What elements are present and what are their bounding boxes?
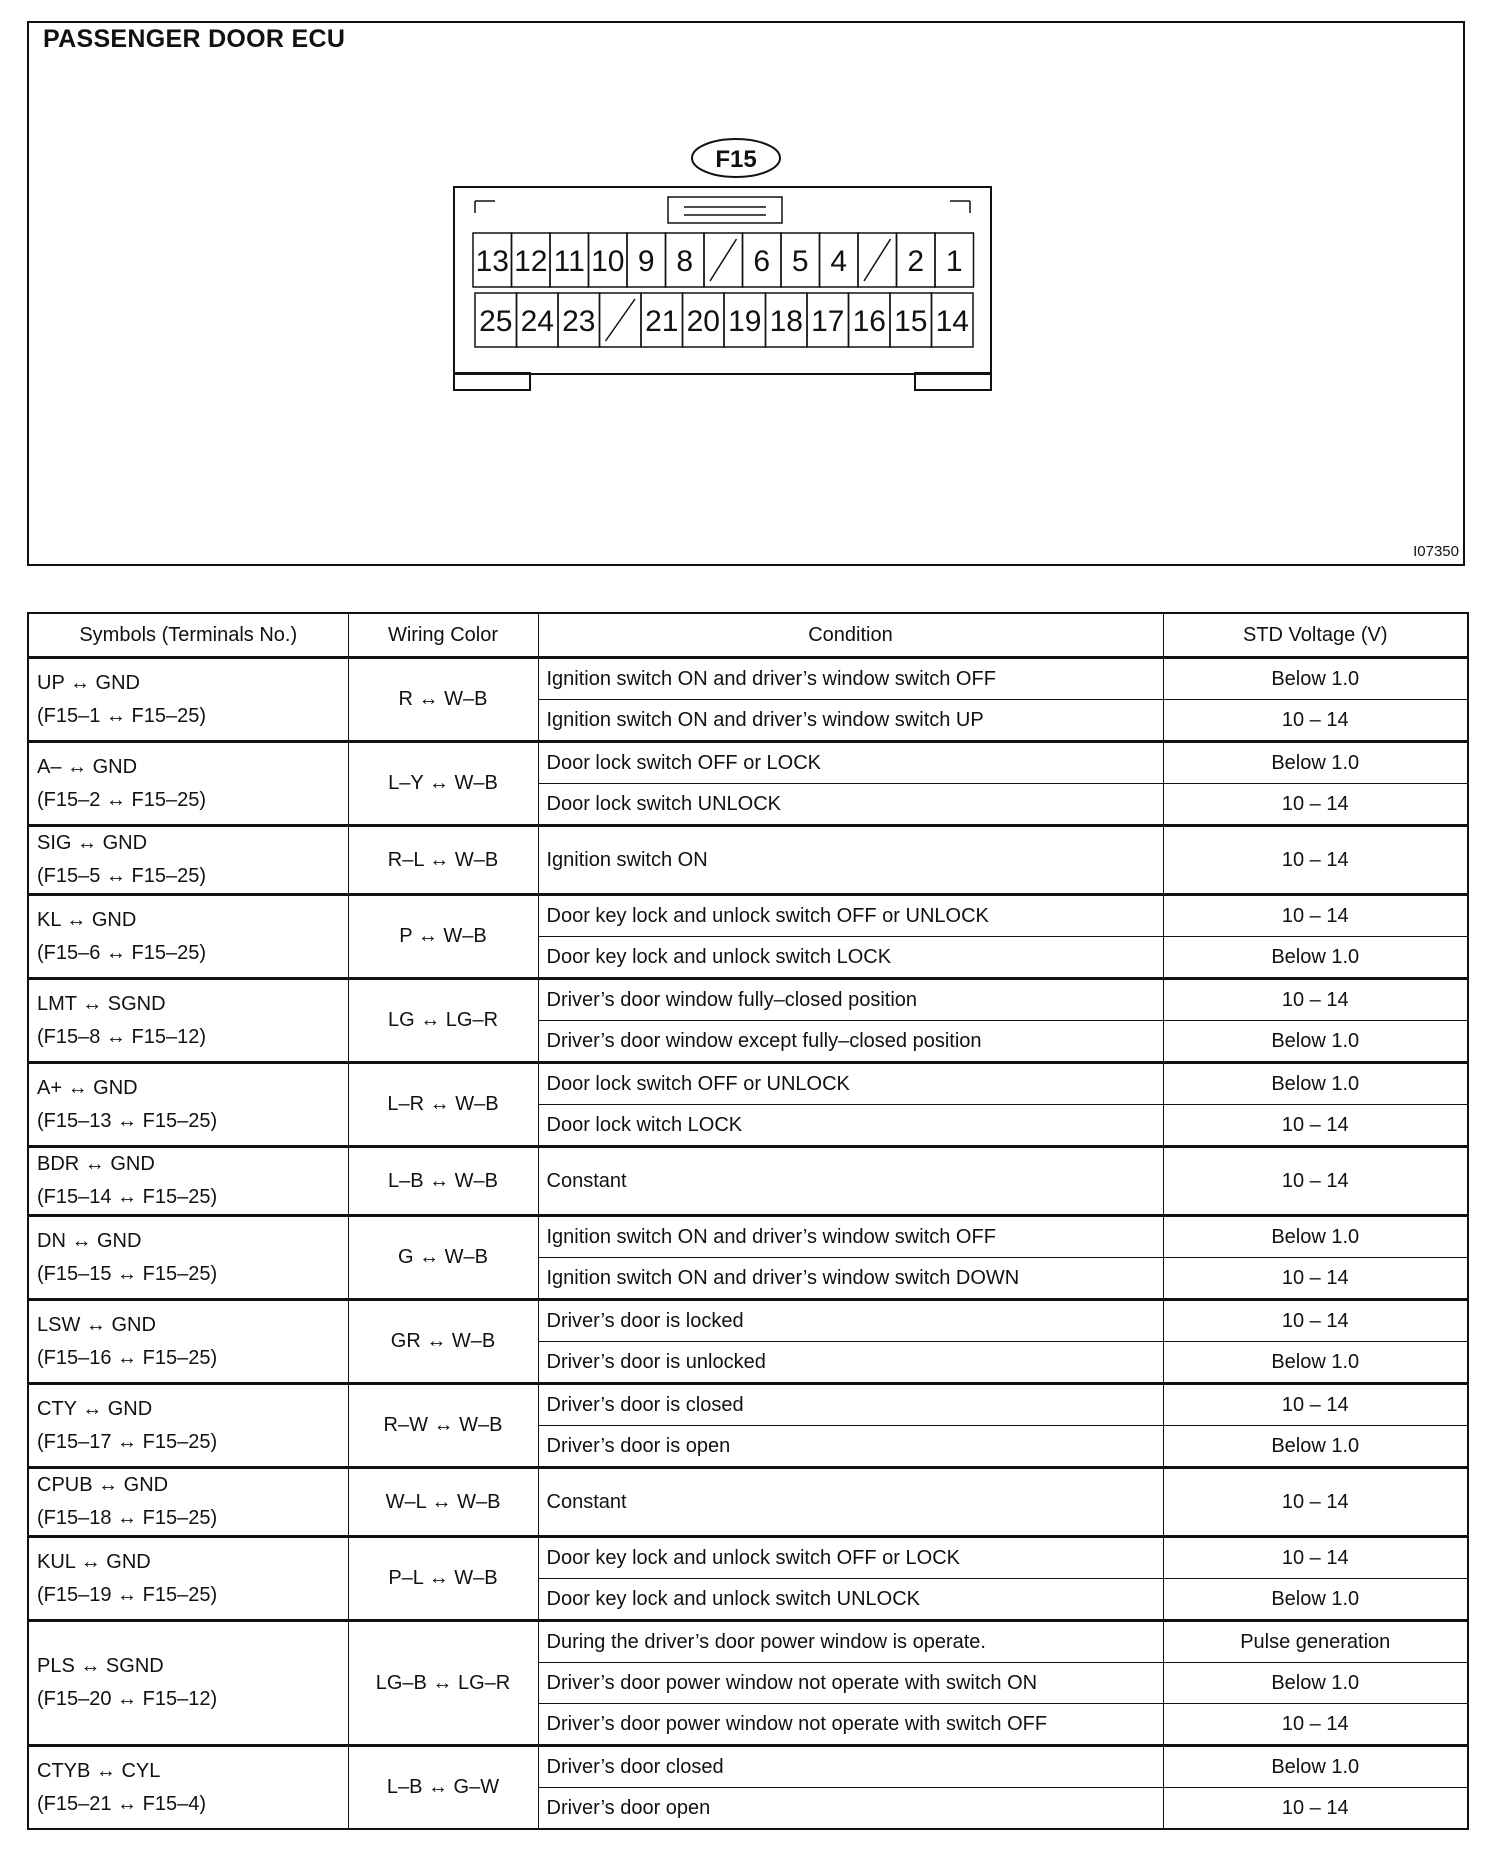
pin-number: 8	[676, 245, 694, 278]
wiring-color-cell: R–L ↔ W–B	[348, 826, 538, 895]
pin-cell-blank	[600, 293, 642, 347]
header-condition: Condition	[538, 613, 1163, 658]
voltage-cell: 10 – 14	[1163, 1537, 1468, 1579]
table-row	[28, 1147, 1468, 1216]
symbol-name: UP ↔ GND	[37, 671, 140, 694]
condition-cell: Ignition switch ON	[538, 826, 1163, 895]
pin-cell	[724, 293, 766, 347]
symbol-terminals: (F15–19 ↔ F15–25)	[37, 1583, 218, 1606]
pin-cell	[473, 233, 512, 287]
table-row	[28, 1746, 1468, 1788]
symbol-name: KL ↔ GND	[37, 908, 137, 931]
condition-cell: Driver’s door is locked	[538, 1300, 1163, 1342]
condition-cell: Door key lock and unlock switch OFF or UNLOCK	[538, 895, 1163, 937]
condition-cell: Ignition switch ON and driver’s window switch UP	[538, 700, 1163, 742]
voltage-cell: 10 – 14	[1163, 1258, 1468, 1300]
pin-cell	[743, 233, 782, 287]
pin-cell	[641, 293, 683, 347]
symbol-cell	[28, 1468, 348, 1537]
voltage-cell: 10 – 14	[1163, 826, 1468, 895]
connector-label: F15	[715, 146, 757, 173]
voltage-cell: Below 1.0	[1163, 1426, 1468, 1468]
pin-cell	[475, 293, 517, 347]
symbol-terminals: (F15–20 ↔ F15–12)	[37, 1688, 218, 1710]
table-row	[28, 742, 1468, 784]
symbol-name: LSW ↔ GND	[37, 1313, 156, 1336]
wiring-color-cell: W–L ↔ W–B	[348, 1468, 538, 1537]
voltage-cell: Below 1.0	[1163, 937, 1468, 979]
table-row	[28, 1621, 1468, 1663]
symbol-cell	[28, 658, 348, 742]
wiring-color-cell: G ↔ W–B	[348, 1216, 538, 1300]
symbol-terminals: (F15–5 ↔ F15–25)	[37, 865, 206, 887]
voltage-cell: 10 – 14	[1163, 700, 1468, 742]
header-wiring-color: Wiring Color	[348, 613, 538, 658]
terminal-group	[28, 658, 1468, 742]
condition-cell: Door key lock and unlock switch UNLOCK	[538, 1579, 1163, 1621]
voltage-cell: 10 – 14	[1163, 1384, 1468, 1426]
voltage-cell: 10 – 14	[1163, 1147, 1468, 1216]
pin-cell	[890, 293, 932, 347]
condition-cell: Constant	[538, 1468, 1163, 1537]
condition-cell: Door lock switch OFF or UNLOCK	[538, 1063, 1163, 1105]
condition-cell: Driver’s door power window not operate with switch OFF	[538, 1704, 1163, 1746]
voltage-cell: 10 – 14	[1163, 979, 1468, 1021]
symbol-cell	[28, 1216, 348, 1300]
terminal-group	[28, 1384, 1468, 1468]
table-row	[28, 1537, 1468, 1579]
pin-cell	[781, 233, 820, 287]
condition-cell: Driver’s door power window not operate with switch ON	[538, 1663, 1163, 1704]
pin-row-bottom	[475, 293, 973, 347]
symbol-name: CPUB ↔ GND	[37, 1474, 169, 1496]
wiring-color-cell: L–Y ↔ W–B	[348, 742, 538, 826]
terminal-group	[28, 1063, 1468, 1147]
pin-cell	[550, 233, 589, 287]
pin-row-top	[473, 233, 974, 287]
pin-cell	[558, 293, 600, 347]
pin-number: 16	[852, 305, 886, 338]
condition-cell: Ignition switch ON and driver’s window switch DOWN	[538, 1258, 1163, 1300]
wiring-color-cell: LG ↔ LG–R	[348, 979, 538, 1063]
wiring-color-cell: L–B ↔ W–B	[348, 1147, 538, 1216]
pin-number: 12	[514, 245, 548, 278]
terminal-group	[28, 1537, 1468, 1621]
symbol-name: BDR ↔ GND	[37, 1153, 155, 1175]
pin-cell	[517, 293, 559, 347]
voltage-cell: 10 – 14	[1163, 1468, 1468, 1537]
symbol-terminals: (F15–17 ↔ F15–25)	[37, 1430, 218, 1453]
terminal-group	[28, 979, 1468, 1063]
symbol-terminals: (F15–2 ↔ F15–25)	[37, 788, 206, 811]
pin-number: 25	[479, 305, 513, 338]
table-row	[28, 1468, 1468, 1537]
table-row	[28, 1300, 1468, 1342]
condition-cell: Driver’s door is unlocked	[538, 1342, 1163, 1384]
terminal-group	[28, 826, 1468, 895]
symbol-cell	[28, 1147, 348, 1216]
pin-cell	[666, 233, 705, 287]
condition-cell: Door key lock and unlock switch OFF or LOCK	[538, 1537, 1163, 1579]
wiring-color-cell: GR ↔ W–B	[348, 1300, 538, 1384]
wiring-color-cell: L–B ↔ G–W	[348, 1746, 538, 1830]
symbol-terminals: (F15–14 ↔ F15–25)	[37, 1186, 218, 1208]
connector-drawing	[29, 23, 1463, 564]
terminal-table	[27, 612, 1469, 1830]
voltage-cell: 10 – 14	[1163, 1788, 1468, 1830]
pin-cell	[935, 233, 974, 287]
symbol-terminals: (F15–21 ↔ F15–4)	[37, 1792, 206, 1815]
pin-cell	[766, 293, 808, 347]
condition-cell: Ignition switch ON and driver’s window switch OFF	[538, 658, 1163, 700]
symbol-cell	[28, 1300, 348, 1384]
symbol-terminals: (F15–15 ↔ F15–25)	[37, 1262, 218, 1285]
voltage-cell: Below 1.0	[1163, 1663, 1468, 1704]
pin-cell	[849, 293, 891, 347]
pin-cell	[589, 233, 628, 287]
symbol-name: CTY ↔ GND	[37, 1397, 153, 1420]
pin-number: 15	[894, 305, 928, 338]
voltage-cell: Below 1.0	[1163, 1063, 1468, 1105]
pin-number: 23	[562, 305, 596, 338]
pin-number: 5	[791, 245, 809, 278]
connector-foot-left	[454, 373, 530, 390]
pin-number: 10	[591, 245, 625, 278]
symbol-terminals: (F15–8 ↔ F15–12)	[37, 1025, 206, 1048]
table-row	[28, 1384, 1468, 1426]
voltage-cell: 10 – 14	[1163, 784, 1468, 826]
voltage-cell: Below 1.0	[1163, 1342, 1468, 1384]
condition-cell: Driver’s door open	[538, 1788, 1163, 1830]
pin-cell	[627, 233, 666, 287]
diagram-title: PASSENGER DOOR ECU	[43, 25, 346, 53]
pin-number: 19	[728, 305, 762, 338]
condition-cell: Ignition switch ON and driver’s window switch OFF	[538, 1216, 1163, 1258]
terminal-group	[28, 1746, 1468, 1830]
condition-cell: Driver’s door closed	[538, 1746, 1163, 1788]
condition-cell: During the driver’s door power window is operate.	[538, 1621, 1163, 1663]
condition-cell: Driver’s door is closed	[538, 1384, 1163, 1426]
table-row	[28, 658, 1468, 700]
terminal-group	[28, 742, 1468, 826]
terminal-group	[28, 1147, 1468, 1216]
condition-cell: Driver’s door window fully–closed position	[538, 979, 1163, 1021]
condition-cell: Constant	[538, 1147, 1163, 1216]
table-row	[28, 1063, 1468, 1105]
pin-number: 18	[769, 305, 803, 338]
voltage-cell: 10 – 14	[1163, 895, 1468, 937]
header-symbols: Symbols (Terminals No.)	[28, 613, 348, 658]
table-header-row	[28, 613, 1468, 658]
diagram-code: I07350	[1413, 543, 1459, 560]
wiring-color-cell: LG–B ↔ LG–R	[348, 1621, 538, 1746]
voltage-cell: Below 1.0	[1163, 1216, 1468, 1258]
pin-cell	[807, 293, 849, 347]
pin-cell	[932, 293, 974, 347]
wiring-color-cell: L–R ↔ W–B	[348, 1063, 538, 1147]
voltage-cell: Below 1.0	[1163, 1746, 1468, 1788]
pin-cell	[897, 233, 936, 287]
pin-number: 17	[811, 305, 845, 338]
terminal-group	[28, 1300, 1468, 1384]
pin-number: 13	[475, 245, 509, 278]
voltage-cell: 10 – 14	[1163, 1704, 1468, 1746]
symbol-name: PLS ↔ SGND	[37, 1655, 164, 1677]
condition-cell: Door lock switch OFF or LOCK	[538, 742, 1163, 784]
pin-cell	[512, 233, 551, 287]
symbol-cell	[28, 1537, 348, 1621]
symbol-name: A– ↔ GND	[37, 755, 138, 778]
condition-cell: Door key lock and unlock switch LOCK	[538, 937, 1163, 979]
connector-latch	[668, 197, 782, 223]
symbol-terminals: (F15–13 ↔ F15–25)	[37, 1109, 218, 1132]
symbol-cell	[28, 1063, 348, 1147]
symbol-cell	[28, 742, 348, 826]
wiring-color-cell: P–L ↔ W–B	[348, 1537, 538, 1621]
pin-number: 6	[753, 245, 771, 278]
symbol-cell	[28, 979, 348, 1063]
pin-cell-blank	[704, 233, 743, 287]
symbol-cell	[28, 1746, 348, 1830]
wiring-color-cell: R–W ↔ W–B	[348, 1384, 538, 1468]
pin-cell-blank	[858, 233, 897, 287]
table-row	[28, 1216, 1468, 1258]
condition-cell: Driver’s door is open	[538, 1426, 1163, 1468]
terminal-group	[28, 1621, 1468, 1746]
pin-number: 20	[686, 305, 720, 338]
symbol-terminals: (F15–16 ↔ F15–25)	[37, 1346, 218, 1369]
table-row	[28, 979, 1468, 1021]
pin-number: 11	[553, 245, 585, 278]
pin-number: 2	[907, 245, 925, 278]
condition-cell: Driver’s door window except fully–closed position	[538, 1021, 1163, 1063]
symbol-terminals: (F15–6 ↔ F15–25)	[37, 941, 206, 964]
pin-number: 4	[830, 245, 848, 278]
condition-cell: Door lock switch UNLOCK	[538, 784, 1163, 826]
voltage-cell: 10 – 14	[1163, 1105, 1468, 1147]
pin-cell	[820, 233, 859, 287]
symbol-cell	[28, 895, 348, 979]
symbol-name: DN ↔ GND	[37, 1229, 142, 1252]
symbol-cell	[28, 1384, 348, 1468]
condition-cell: Door lock witch LOCK	[538, 1105, 1163, 1147]
symbol-name: CTYB ↔ CYL	[37, 1759, 161, 1782]
table-row	[28, 826, 1468, 895]
pin-number: 1	[945, 245, 963, 278]
symbol-cell	[28, 1621, 348, 1746]
terminal-group	[28, 1468, 1468, 1537]
wiring-color-cell: P ↔ W–B	[348, 895, 538, 979]
terminal-group	[28, 1216, 1468, 1300]
voltage-cell: Below 1.0	[1163, 742, 1468, 784]
voltage-cell: Below 1.0	[1163, 1579, 1468, 1621]
terminal-group	[28, 895, 1468, 979]
pin-cell	[683, 293, 725, 347]
symbol-name: SIG ↔ GND	[37, 832, 148, 854]
voltage-cell: 10 – 14	[1163, 1300, 1468, 1342]
table-row	[28, 895, 1468, 937]
voltage-cell: Pulse generation	[1163, 1621, 1468, 1663]
pin-number: 21	[645, 305, 679, 338]
symbol-terminals: (F15–18 ↔ F15–25)	[37, 1507, 218, 1529]
wiring-color-cell: R ↔ W–B	[348, 658, 538, 742]
symbol-name: LMT ↔ SGND	[37, 992, 166, 1015]
pin-number: 14	[935, 305, 969, 338]
voltage-cell: Below 1.0	[1163, 658, 1468, 700]
pin-number: 9	[637, 245, 655, 278]
pin-number: 24	[520, 305, 554, 338]
symbol-cell	[28, 826, 348, 895]
connector-diagram-panel	[27, 21, 1465, 566]
symbol-name: A+ ↔ GND	[37, 1076, 138, 1099]
header-std-voltage: STD Voltage (V)	[1163, 613, 1468, 658]
symbol-name: KUL ↔ GND	[37, 1550, 151, 1573]
connector-foot-right	[915, 373, 991, 390]
voltage-cell: Below 1.0	[1163, 1021, 1468, 1063]
symbol-terminals: (F15–1 ↔ F15–25)	[37, 704, 206, 727]
